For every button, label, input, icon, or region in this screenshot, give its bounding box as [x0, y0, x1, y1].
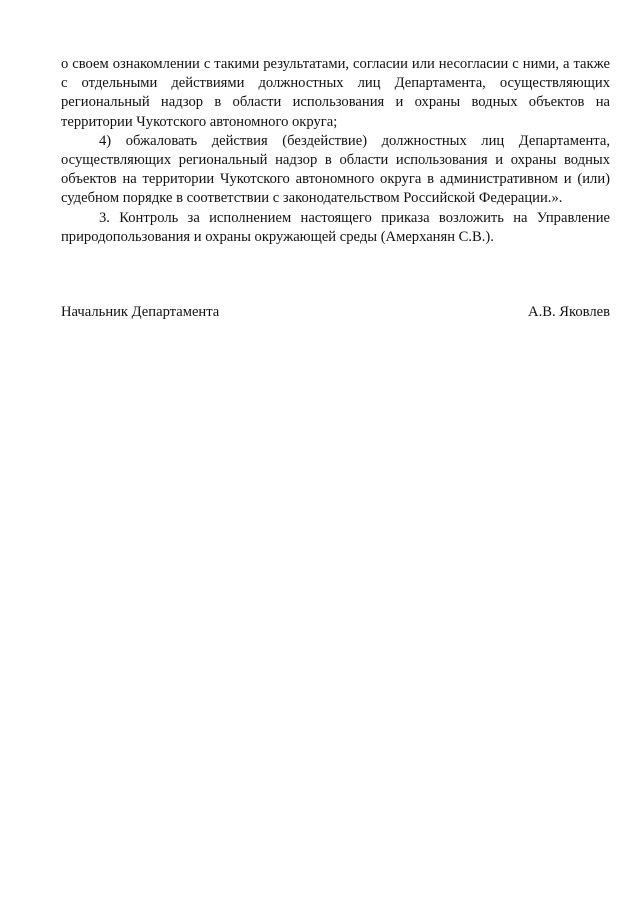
signatory-position: Начальник Департамента	[61, 304, 220, 320]
document-body	[61, 55, 610, 247]
paragraph-rights-continuation: о своем ознакомлении с такими результатами, согласии или несогласии с ними, а также с отдельными действиями должностных лиц Департамента, осуществляющих региональный надзор в области использования и охраны водных объектов на территории Чукотского автономного округа;	[61, 56, 610, 130]
signatory-name: А.В. Яковлев	[528, 304, 610, 320]
signature-block	[61, 303, 610, 322]
paragraph-item-4: 4) обжаловать действия (бездействие) должностных лиц Департамента, осуществляющих региональный надзор в области использования и охраны водных объектов на территории Чукотского автономного округа в административном и (или) судебном порядке в соответствии с законодательством Российской Федерации.».	[61, 132, 610, 207]
paragraph-control-clause: 3. Контроль за исполнением настоящего приказа возложить на Управление природопользования и охраны окружающей среды (Амерханян С.В.).	[61, 209, 610, 245]
